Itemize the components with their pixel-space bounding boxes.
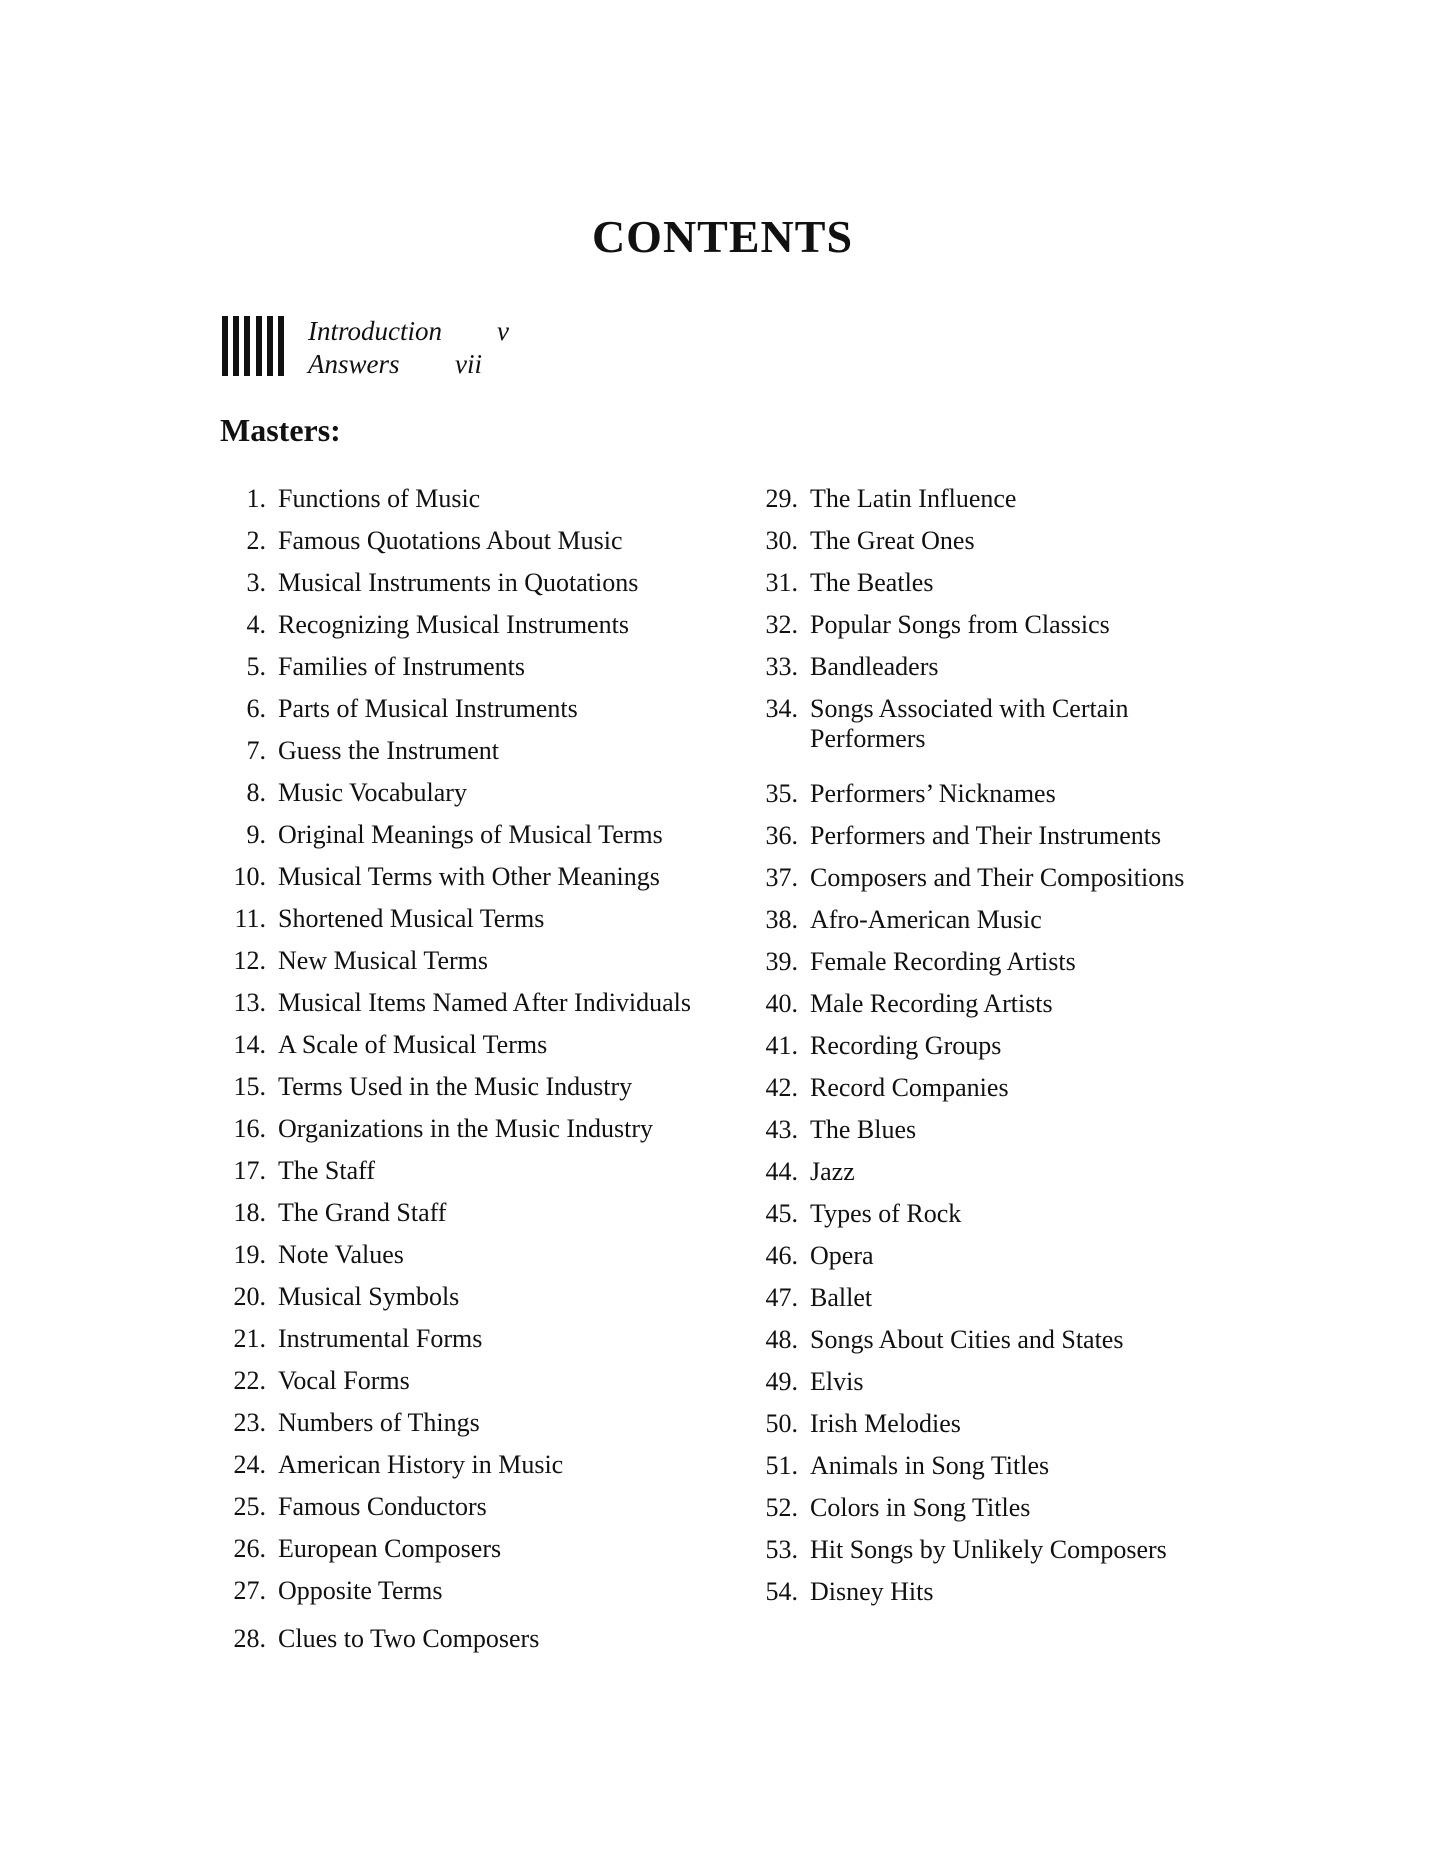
contents-entry bbox=[760, 1493, 1280, 1535]
entry-number: 24. bbox=[233, 1450, 266, 1479]
contents-entry bbox=[760, 1073, 1280, 1115]
front-matter-item-answers bbox=[308, 349, 482, 379]
entry-title: Musical Items Named After Individuals bbox=[278, 988, 692, 1017]
entry-title: Colors in Song Titles bbox=[810, 1493, 1031, 1522]
contents-entry bbox=[760, 1115, 1280, 1157]
entry-title: Instrumental Forms bbox=[278, 1324, 483, 1353]
entry-title: Opposite Terms bbox=[278, 1576, 443, 1605]
entry-number: 43. bbox=[765, 1115, 798, 1144]
page-title: CONTENTS bbox=[591, 211, 854, 262]
entry-number: 48. bbox=[765, 1325, 798, 1354]
entry-title: Male Recording Artists bbox=[810, 989, 1053, 1018]
entry-title: Musical Symbols bbox=[278, 1282, 460, 1311]
entry-title: Hit Songs by Unlikely Composers bbox=[810, 1535, 1167, 1564]
contents-entry bbox=[228, 1072, 748, 1114]
entry-title: Performers and Their Instruments bbox=[810, 821, 1162, 850]
entry-number: 39. bbox=[765, 947, 798, 976]
contents-entry bbox=[760, 1535, 1280, 1577]
entry-title: Performers’ Nicknames bbox=[810, 779, 1056, 808]
front-matter bbox=[222, 313, 622, 383]
entry-title: New Musical Terms bbox=[278, 946, 488, 975]
contents-entry bbox=[760, 1451, 1280, 1493]
entry-title: European Composers bbox=[278, 1534, 502, 1563]
contents-entry bbox=[228, 568, 748, 610]
contents-entry bbox=[760, 694, 1280, 779]
bars-ornament-icon bbox=[222, 316, 284, 376]
entry-number: 36. bbox=[765, 821, 798, 850]
entry-number: 19. bbox=[233, 1240, 266, 1269]
entry-number: 46. bbox=[765, 1241, 798, 1270]
contents-entry bbox=[760, 1325, 1280, 1367]
contents-entry bbox=[760, 1409, 1280, 1451]
entry-title: Original Meanings of Musical Terms bbox=[278, 820, 663, 849]
entry-number: 17. bbox=[233, 1156, 266, 1185]
contents-entry bbox=[760, 484, 1280, 526]
entry-title: Musical Terms with Other Meanings bbox=[278, 862, 660, 891]
contents-entry bbox=[760, 1367, 1280, 1409]
entry-number: 31. bbox=[765, 568, 798, 597]
entry-number: 2. bbox=[246, 526, 266, 555]
masters-list-left bbox=[228, 484, 748, 1666]
entry-title: Afro-American Music bbox=[810, 905, 1042, 934]
entry-number: 23. bbox=[233, 1408, 266, 1437]
contents-entry bbox=[228, 1576, 748, 1624]
contents-entry bbox=[228, 1282, 748, 1324]
entry-title: Families of Instruments bbox=[278, 652, 525, 681]
entry-title: Vocal Forms bbox=[278, 1366, 410, 1395]
entry-number: 42. bbox=[765, 1073, 798, 1102]
entry-number: 20. bbox=[233, 1282, 266, 1311]
contents-entry bbox=[228, 484, 748, 526]
entry-number: 3. bbox=[246, 568, 266, 597]
entry-title: The Latin Influence bbox=[810, 484, 1017, 513]
entry-title: A Scale of Musical Terms bbox=[278, 1030, 548, 1059]
entry-title: Recognizing Musical Instruments bbox=[278, 610, 629, 639]
entry-number: 29. bbox=[765, 484, 798, 513]
entry-title: Numbers of Things bbox=[278, 1408, 480, 1437]
contents-entry bbox=[760, 863, 1280, 905]
entry-number: 51. bbox=[765, 1451, 798, 1480]
contents-entry bbox=[228, 694, 748, 736]
entry-title: Famous Conductors bbox=[278, 1492, 487, 1521]
entry-title: Functions of Music bbox=[278, 484, 481, 513]
entry-title: Famous Quotations About Music bbox=[278, 526, 623, 555]
entry-number: 8. bbox=[246, 778, 266, 807]
entry-number: 10. bbox=[233, 862, 266, 891]
entry-number: 27. bbox=[233, 1576, 266, 1605]
entry-title: Animals in Song Titles bbox=[810, 1451, 1050, 1480]
entry-number: 22. bbox=[233, 1366, 266, 1395]
entry-title: Bandleaders bbox=[810, 652, 939, 681]
entry-title: Record Companies bbox=[810, 1073, 1009, 1102]
contents-entry bbox=[228, 1534, 748, 1576]
entry-number: 47. bbox=[765, 1283, 798, 1312]
entry-number: 38. bbox=[765, 905, 798, 934]
entry-title: Organizations in the Music Industry bbox=[278, 1114, 654, 1143]
entry-number: 9. bbox=[246, 820, 266, 849]
front-matter-label: Introduction bbox=[308, 316, 442, 346]
contents-entry bbox=[228, 988, 748, 1030]
front-matter-page: vii bbox=[455, 349, 482, 379]
entry-title: The Great Ones bbox=[810, 526, 975, 555]
contents-entry bbox=[228, 610, 748, 652]
section-heading: Masters: bbox=[220, 412, 341, 448]
contents-entry bbox=[228, 652, 748, 694]
entry-title: Shortened Musical Terms bbox=[278, 904, 545, 933]
contents-entry bbox=[760, 1157, 1280, 1199]
contents-entry bbox=[760, 1577, 1280, 1619]
entry-title: Terms Used in the Music Industry bbox=[278, 1072, 633, 1101]
entry-number: 41. bbox=[765, 1031, 798, 1060]
contents-entry bbox=[760, 1199, 1280, 1241]
entry-title: American History in Music bbox=[278, 1450, 564, 1479]
contents-entry bbox=[228, 904, 748, 946]
contents-entry bbox=[228, 778, 748, 820]
entry-number: 15. bbox=[233, 1072, 266, 1101]
entry-number: 6. bbox=[246, 694, 266, 723]
entry-number: 33. bbox=[765, 652, 798, 681]
entry-number: 35. bbox=[765, 779, 798, 808]
masters-list-right bbox=[760, 484, 1280, 1619]
contents-entry bbox=[228, 1156, 748, 1198]
contents-entry bbox=[228, 1366, 748, 1408]
contents-entry bbox=[760, 1031, 1280, 1073]
entry-number: 18. bbox=[233, 1198, 266, 1227]
entry-title: Opera bbox=[810, 1241, 874, 1270]
entry-title: Musical Instruments in Quotations bbox=[278, 568, 639, 597]
entry-title: Types of Rock bbox=[810, 1199, 962, 1228]
contents-entry bbox=[760, 947, 1280, 989]
entry-title: Composers and Their Compositions bbox=[810, 863, 1185, 892]
entry-number: 26. bbox=[233, 1534, 266, 1563]
contents-entry bbox=[228, 820, 748, 862]
entry-number: 32. bbox=[765, 610, 798, 639]
entry-title: Popular Songs from Classics bbox=[810, 610, 1110, 639]
entry-number: 37. bbox=[765, 863, 798, 892]
contents-entry bbox=[228, 1450, 748, 1492]
contents-entry bbox=[228, 1408, 748, 1450]
contents-entry bbox=[760, 1241, 1280, 1283]
entry-title: Jazz bbox=[810, 1157, 855, 1186]
entry-number: 7. bbox=[246, 736, 266, 765]
contents-entry bbox=[760, 526, 1280, 568]
entry-number: 30. bbox=[765, 526, 798, 555]
contents-entry bbox=[228, 1030, 748, 1072]
entry-number: 4. bbox=[246, 610, 266, 639]
entry-number: 53. bbox=[765, 1535, 798, 1564]
front-matter-label: Answers bbox=[308, 349, 400, 379]
entry-number: 5. bbox=[246, 652, 266, 681]
contents-entry bbox=[228, 1114, 748, 1156]
front-matter-item-introduction bbox=[308, 316, 509, 346]
entry-title: Recording Groups bbox=[810, 1031, 1002, 1060]
entry-number: 34. bbox=[765, 694, 798, 723]
contents-entry bbox=[760, 779, 1280, 821]
front-matter-page: v bbox=[497, 316, 509, 346]
entry-title: Songs About Cities and States bbox=[810, 1325, 1124, 1354]
contents-entry bbox=[228, 946, 748, 988]
contents-entry bbox=[760, 652, 1280, 694]
contents-entry bbox=[228, 1324, 748, 1366]
entry-title: Ballet bbox=[810, 1283, 873, 1312]
entry-number: 40. bbox=[765, 989, 798, 1018]
entry-number: 28. bbox=[233, 1624, 266, 1653]
entry-number: 54. bbox=[765, 1577, 798, 1606]
entry-number: 45. bbox=[765, 1199, 798, 1228]
entry-title: Music Vocabulary bbox=[278, 778, 467, 807]
entry-number: 1. bbox=[246, 484, 266, 513]
entry-number: 44. bbox=[765, 1157, 798, 1186]
entry-title: Female Recording Artists bbox=[810, 947, 1076, 976]
entry-number: 50. bbox=[765, 1409, 798, 1438]
entry-number: 25. bbox=[233, 1492, 266, 1521]
entry-title: Parts of Musical Instruments bbox=[278, 694, 578, 723]
entry-title: Note Values bbox=[278, 1240, 404, 1269]
contents-entry bbox=[228, 1240, 748, 1282]
entry-title: Guess the Instrument bbox=[278, 736, 499, 765]
entry-title: The Blues bbox=[810, 1115, 917, 1144]
contents-entry bbox=[760, 568, 1280, 610]
entry-number: 52. bbox=[765, 1493, 798, 1522]
entry-number: 12. bbox=[233, 946, 266, 975]
contents-entry bbox=[228, 1492, 748, 1534]
entry-title: The Grand Staff bbox=[278, 1198, 447, 1227]
entry-number: 11. bbox=[234, 904, 266, 933]
entry-title: The Staff bbox=[278, 1156, 375, 1185]
entry-title: Songs Associated with Certain Performers bbox=[810, 694, 1129, 753]
contents-entry bbox=[228, 526, 748, 568]
entry-title: Clues to Two Composers bbox=[278, 1624, 540, 1653]
contents-entry bbox=[760, 989, 1280, 1031]
entry-title: Irish Melodies bbox=[810, 1409, 961, 1438]
contents-entry bbox=[760, 821, 1280, 863]
entry-number: 13. bbox=[233, 988, 266, 1017]
contents-entry bbox=[228, 862, 748, 904]
entry-title: Elvis bbox=[810, 1367, 864, 1396]
entry-title: The Beatles bbox=[810, 568, 934, 597]
contents-entry bbox=[760, 905, 1280, 947]
entry-title: Disney Hits bbox=[810, 1577, 934, 1606]
entry-number: 21. bbox=[233, 1324, 266, 1353]
entry-number: 49. bbox=[765, 1367, 798, 1396]
contents-entry bbox=[760, 610, 1280, 652]
entry-number: 16. bbox=[233, 1114, 266, 1143]
contents-entry bbox=[228, 1624, 748, 1666]
entry-number: 14. bbox=[233, 1030, 266, 1059]
contents-entry bbox=[228, 1198, 748, 1240]
contents-entry bbox=[760, 1283, 1280, 1325]
contents-entry bbox=[228, 736, 748, 778]
